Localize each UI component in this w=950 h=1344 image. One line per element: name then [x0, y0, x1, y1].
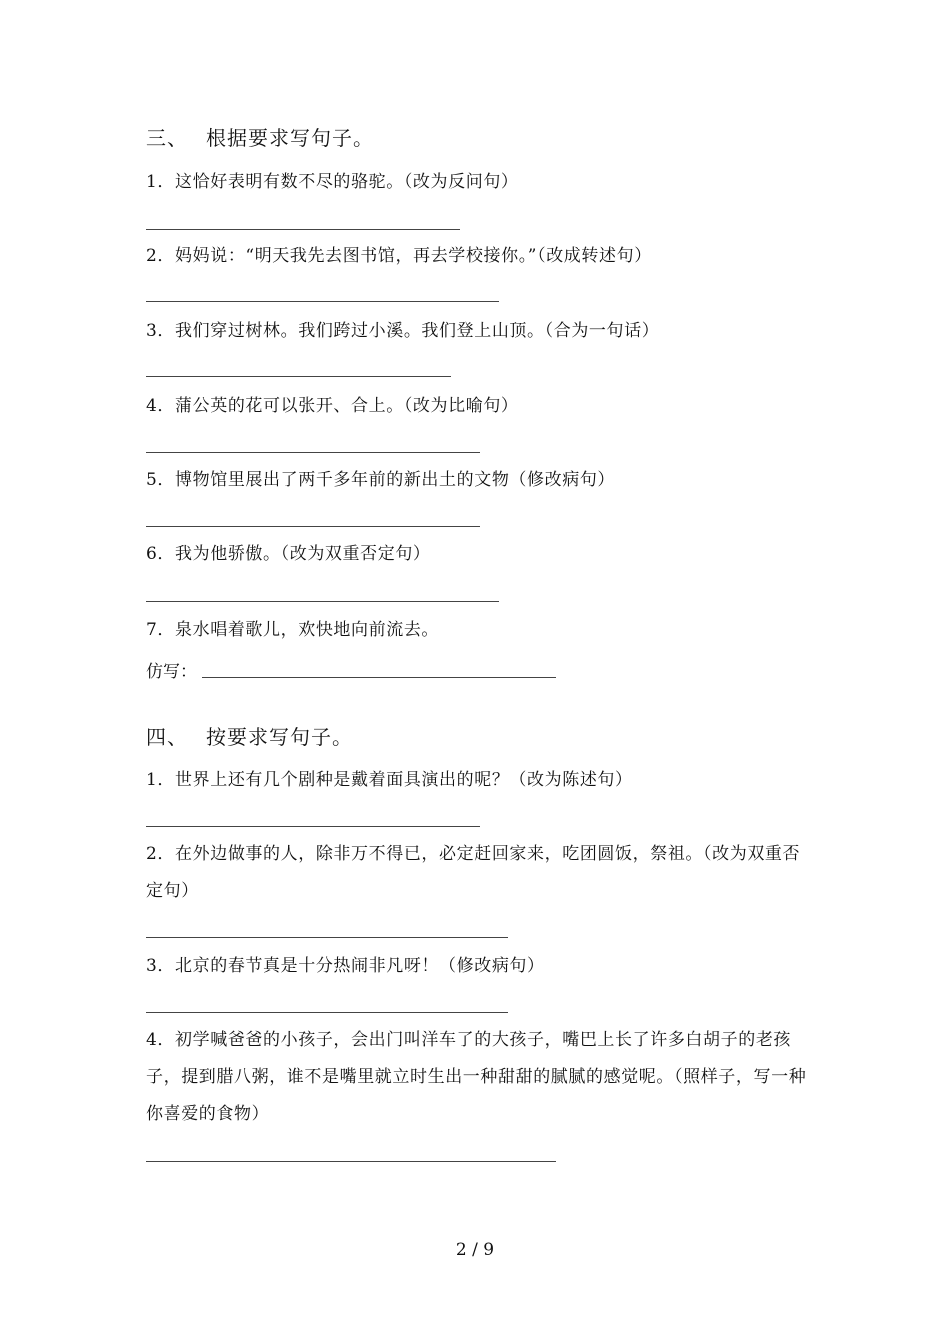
question-4-2: 2．在外边做事的人，除非万不得已，必定赶回家来，吃团圆饭，祭祖。（改为双重否定句） [146, 844, 801, 901]
answer-line-3-2[interactable] [146, 301, 499, 302]
section-4-title: 按要求写句子。 [206, 725, 353, 749]
question-3-1: 1．这恰好表明有数不尽的骆驼。（改为反问句） [146, 172, 519, 192]
section-3-number: 三、 [146, 126, 188, 150]
answer-line-4-3[interactable] [146, 1012, 508, 1013]
question-4-1: 1．世界上还有几个剧种是戴着面具演出的呢？（改为陈述句） [146, 770, 633, 790]
question-4-3: 3．北京的春节真是十分热闹非凡呀！（修改病句） [146, 956, 545, 976]
answer-line-4-4[interactable] [146, 1161, 556, 1162]
answer-line-3-5[interactable] [146, 526, 480, 527]
section-3-heading [146, 122, 374, 151]
imitate-answer-line[interactable] [202, 677, 556, 678]
page-indicator: 2 / 9 [455, 1240, 495, 1260]
answer-line-3-6[interactable] [146, 601, 499, 602]
question-3-7: 7．泉水唱着歌儿，欢快地向前流去。 [146, 620, 440, 640]
question-3-6: 6．我为他骄傲。（改为双重否定句） [146, 544, 431, 564]
answer-line-3-1[interactable] [146, 229, 460, 230]
answer-line-3-3[interactable] [146, 376, 451, 377]
question-3-2: 2．妈妈说：“明天我先去图书馆，再去学校接你。”（改成转述句） [146, 246, 652, 266]
answer-line-4-2[interactable] [146, 937, 508, 938]
section-4-heading [146, 721, 353, 750]
question-3-5: 5．博物馆里展出了两千多年前的新出土的文物（修改病句） [146, 470, 616, 490]
section-4-number: 四、 [146, 725, 188, 749]
imitate-label: 仿写： [146, 662, 197, 682]
answer-line-3-4[interactable] [146, 452, 480, 453]
answer-line-4-1[interactable] [146, 826, 480, 827]
question-4-4: 4．初学喊爸爸的小孩子，会出门叫洋车了的大孩子，嘴巴上长了许多白胡子的老孩子，提到腊八粥，谁不是嘴里就立时生出一种甜甜的腻腻的感觉呢。（照样子，写一种你喜爱的食物） [146, 1030, 807, 1124]
section-3-title: 根据要求写句子。 [206, 126, 374, 150]
question-3-4: 4．蒲公英的花可以张开、合上。（改为比喻句） [146, 396, 519, 416]
question-3-3: 3．我们穿过树林。我们跨过小溪。我们登上山顶。（合为一句话） [146, 321, 660, 341]
